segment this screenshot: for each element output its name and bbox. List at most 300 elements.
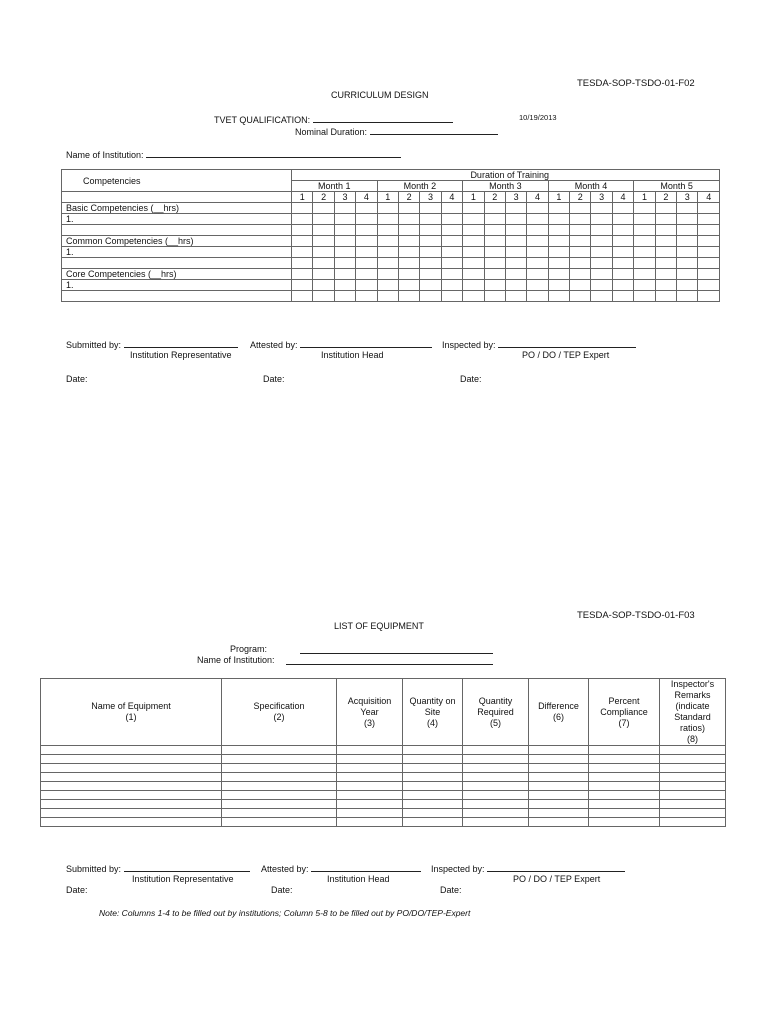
- schedule-cell[interactable]: [548, 247, 569, 258]
- schedule-cell[interactable]: [591, 291, 612, 302]
- schedule-cell[interactable]: [505, 269, 526, 280]
- form-code: TESDA-SOP-TSDO-01-F02: [577, 78, 695, 89]
- schedule-cell[interactable]: [463, 291, 484, 302]
- equipment-cell[interactable]: [337, 809, 403, 818]
- schedule-cell[interactable]: [505, 247, 526, 258]
- schedule-cell[interactable]: [398, 291, 419, 302]
- schedule-cell[interactable]: [398, 247, 419, 258]
- equipment-cell[interactable]: [463, 764, 529, 773]
- schedule-cell[interactable]: [612, 280, 633, 291]
- schedule-cell[interactable]: [398, 225, 419, 236]
- week-header: 1: [548, 192, 569, 203]
- equipment-cell[interactable]: [41, 764, 222, 773]
- schedule-cell[interactable]: [612, 214, 633, 225]
- schedule-cell[interactable]: [698, 225, 720, 236]
- schedule-cell[interactable]: [398, 203, 419, 214]
- schedule-cell[interactable]: [484, 236, 505, 247]
- schedule-cell[interactable]: [655, 214, 676, 225]
- schedule-cell[interactable]: [377, 269, 398, 280]
- schedule-cell[interactable]: [677, 247, 698, 258]
- schedule-cell[interactable]: [420, 247, 441, 258]
- schedule-cell[interactable]: [463, 280, 484, 291]
- schedule-cell[interactable]: [527, 236, 548, 247]
- schedule-cell[interactable]: [570, 291, 591, 302]
- schedule-cell[interactable]: [420, 269, 441, 280]
- equipment-cell[interactable]: [222, 782, 337, 791]
- schedule-cell[interactable]: [677, 214, 698, 225]
- schedule-cell[interactable]: [677, 269, 698, 280]
- schedule-cell[interactable]: [634, 225, 655, 236]
- schedule-cell[interactable]: [548, 214, 569, 225]
- schedule-cell[interactable]: [292, 225, 313, 236]
- blank-row[interactable]: [62, 225, 292, 236]
- schedule-cell[interactable]: [356, 214, 377, 225]
- schedule-cell[interactable]: [463, 258, 484, 269]
- schedule-cell[interactable]: [698, 236, 720, 247]
- schedule-cell[interactable]: [356, 203, 377, 214]
- equipment-cell[interactable]: [41, 809, 222, 818]
- table-row: [41, 764, 726, 773]
- schedule-cell[interactable]: [527, 269, 548, 280]
- duration-header: Duration of Training: [292, 170, 720, 181]
- equipment-cell[interactable]: [463, 782, 529, 791]
- equipment-cell[interactable]: [529, 809, 589, 818]
- schedule-cell[interactable]: [356, 291, 377, 302]
- attested-by-line-2[interactable]: [311, 862, 421, 872]
- equipment-cell[interactable]: [463, 818, 529, 827]
- schedule-cell[interactable]: [612, 291, 633, 302]
- schedule-cell[interactable]: [334, 203, 355, 214]
- equipment-cell[interactable]: [660, 746, 726, 755]
- column-number: (7): [618, 717, 630, 728]
- schedule-cell[interactable]: [570, 225, 591, 236]
- schedule-cell[interactable]: [591, 203, 612, 214]
- equipment-cell[interactable]: [589, 809, 660, 818]
- schedule-cell[interactable]: [292, 291, 313, 302]
- equipment-cell[interactable]: [403, 782, 463, 791]
- schedule-cell[interactable]: [484, 214, 505, 225]
- schedule-cell[interactable]: [356, 280, 377, 291]
- schedule-cell[interactable]: [441, 269, 462, 280]
- attested-by-field-2[interactable]: [261, 862, 421, 874]
- schedule-cell[interactable]: [463, 214, 484, 225]
- schedule-cell[interactable]: [698, 203, 720, 214]
- institution-label-2: Name of Institution:: [197, 655, 275, 665]
- column-number: (3): [364, 717, 375, 728]
- inspected-by-field[interactable]: [442, 338, 636, 350]
- schedule-cell[interactable]: [655, 203, 676, 214]
- equipment-cell[interactable]: [660, 809, 726, 818]
- submitted-by-field[interactable]: [66, 338, 238, 350]
- schedule-cell[interactable]: [698, 247, 720, 258]
- equipment-cell[interactable]: [463, 746, 529, 755]
- schedule-cell[interactable]: [548, 225, 569, 236]
- schedule-cell[interactable]: [377, 280, 398, 291]
- equipment-cell[interactable]: [529, 800, 589, 809]
- schedule-cell[interactable]: [505, 225, 526, 236]
- schedule-cell[interactable]: [292, 236, 313, 247]
- equipment-table: [40, 678, 726, 827]
- schedule-cell[interactable]: [441, 203, 462, 214]
- institution-name-label: Name of Institution:: [66, 150, 144, 160]
- schedule-cell[interactable]: [527, 225, 548, 236]
- schedule-cell[interactable]: [441, 280, 462, 291]
- schedule-cell[interactable]: [313, 203, 334, 214]
- schedule-cell[interactable]: [292, 247, 313, 258]
- date-label-1: Date:: [66, 374, 88, 384]
- equipment-cell[interactable]: [222, 791, 337, 800]
- equipment-cell[interactable]: [337, 818, 403, 827]
- equipment-cell[interactable]: [403, 791, 463, 800]
- equipment-cell[interactable]: [529, 755, 589, 764]
- inspected-by-field-2[interactable]: [431, 862, 625, 874]
- schedule-cell[interactable]: [313, 236, 334, 247]
- schedule-cell[interactable]: [591, 258, 612, 269]
- schedule-cell[interactable]: [420, 258, 441, 269]
- schedule-cell[interactable]: [505, 236, 526, 247]
- schedule-cell[interactable]: [463, 225, 484, 236]
- schedule-cell[interactable]: [420, 291, 441, 302]
- equipment-cell[interactable]: [222, 764, 337, 773]
- schedule-cell[interactable]: [313, 258, 334, 269]
- schedule-cell[interactable]: [334, 291, 355, 302]
- equipment-cell[interactable]: [403, 818, 463, 827]
- schedule-cell[interactable]: [484, 269, 505, 280]
- column-number: (1): [125, 712, 137, 722]
- schedule-cell[interactable]: [612, 203, 633, 214]
- equipment-cell[interactable]: [529, 782, 589, 791]
- attested-by-line[interactable]: [300, 338, 432, 348]
- tvet-qualification-field[interactable]: [214, 113, 453, 125]
- schedule-cell[interactable]: [377, 214, 398, 225]
- schedule-cell[interactable]: [441, 236, 462, 247]
- equipment-cell[interactable]: [589, 746, 660, 755]
- equipment-cell[interactable]: [222, 818, 337, 827]
- equipment-cell[interactable]: [529, 791, 589, 800]
- submitted-by-line-2[interactable]: [124, 862, 250, 872]
- equipment-cell[interactable]: [403, 809, 463, 818]
- schedule-cell[interactable]: [484, 258, 505, 269]
- schedule-cell[interactable]: [484, 203, 505, 214]
- schedule-cell[interactable]: [441, 258, 462, 269]
- schedule-cell[interactable]: [377, 203, 398, 214]
- schedule-cell[interactable]: [334, 214, 355, 225]
- equipment-cell[interactable]: [41, 782, 222, 791]
- schedule-cell[interactable]: [356, 236, 377, 247]
- equipment-cell[interactable]: [403, 755, 463, 764]
- equipment-cell[interactable]: [403, 746, 463, 755]
- table-row: [41, 800, 726, 809]
- submitted-by-line[interactable]: [124, 338, 238, 348]
- schedule-cell[interactable]: [655, 269, 676, 280]
- schedule-cell[interactable]: [463, 269, 484, 280]
- equipment-cell[interactable]: [529, 818, 589, 827]
- schedule-cell[interactable]: [634, 269, 655, 280]
- nominal-duration-field[interactable]: [295, 125, 498, 137]
- equipment-cell[interactable]: [589, 818, 660, 827]
- schedule-cell[interactable]: [634, 280, 655, 291]
- equipment-cell[interactable]: [222, 755, 337, 764]
- schedule-cell[interactable]: [570, 247, 591, 258]
- schedule-cell[interactable]: [677, 236, 698, 247]
- blank-row[interactable]: [62, 291, 292, 302]
- equipment-cell[interactable]: [337, 773, 403, 782]
- equipment-cell[interactable]: [403, 773, 463, 782]
- equipment-cell[interactable]: [41, 791, 222, 800]
- schedule-cell[interactable]: [527, 291, 548, 302]
- schedule-cell[interactable]: [698, 280, 720, 291]
- week-header: 4: [356, 192, 377, 203]
- equipment-cell[interactable]: [222, 809, 337, 818]
- nominal-duration-line[interactable]: [370, 125, 498, 135]
- equipment-cell[interactable]: [337, 755, 403, 764]
- institution-name-field[interactable]: [66, 148, 401, 160]
- schedule-cell[interactable]: [570, 236, 591, 247]
- equipment-cell[interactable]: [463, 773, 529, 782]
- equipment-cell[interactable]: [403, 764, 463, 773]
- equipment-cell[interactable]: [660, 782, 726, 791]
- blank-row[interactable]: [62, 258, 292, 269]
- schedule-cell[interactable]: [398, 214, 419, 225]
- equipment-cell[interactable]: [337, 746, 403, 755]
- schedule-cell[interactable]: [313, 280, 334, 291]
- schedule-cell[interactable]: [334, 280, 355, 291]
- schedule-cell[interactable]: [484, 291, 505, 302]
- schedule-cell[interactable]: [356, 269, 377, 280]
- schedule-cell[interactable]: [292, 280, 313, 291]
- schedule-cell[interactable]: [356, 258, 377, 269]
- schedule-cell[interactable]: [398, 280, 419, 291]
- head-caption-2: Institution Head: [327, 874, 390, 884]
- schedule-cell[interactable]: [505, 258, 526, 269]
- schedule-cell[interactable]: [484, 247, 505, 258]
- equipment-cell[interactable]: [529, 773, 589, 782]
- schedule-cell[interactable]: [398, 236, 419, 247]
- institution-line-2[interactable]: [286, 655, 493, 665]
- attested-by-field[interactable]: [250, 338, 432, 350]
- schedule-cell[interactable]: [484, 225, 505, 236]
- program-line[interactable]: [300, 644, 493, 654]
- schedule-cell[interactable]: [292, 269, 313, 280]
- schedule-cell[interactable]: [634, 258, 655, 269]
- week-row: [62, 192, 720, 203]
- submitted-by-field-2[interactable]: [66, 862, 250, 874]
- equipment-cell[interactable]: [589, 764, 660, 773]
- schedule-cell[interactable]: [527, 280, 548, 291]
- equipment-cell[interactable]: [660, 800, 726, 809]
- schedule-cell[interactable]: [677, 225, 698, 236]
- week-header: 4: [698, 192, 720, 203]
- schedule-cell[interactable]: [698, 214, 720, 225]
- equipment-cell[interactable]: [222, 773, 337, 782]
- schedule-cell[interactable]: [313, 291, 334, 302]
- equipment-cell[interactable]: [660, 773, 726, 782]
- schedule-cell[interactable]: [570, 214, 591, 225]
- schedule-cell[interactable]: [591, 280, 612, 291]
- footnote: Note: Columns 1-4 to be filled out by institutions; Column 5-8 to be filled out by PO/DO/TEP-Expert: [99, 908, 471, 918]
- schedule-cell[interactable]: [548, 258, 569, 269]
- schedule-cell[interactable]: [570, 280, 591, 291]
- schedule-cell[interactable]: [463, 203, 484, 214]
- column-header: [41, 679, 222, 746]
- schedule-cell[interactable]: [698, 291, 720, 302]
- equipment-cell[interactable]: [660, 755, 726, 764]
- schedule-cell[interactable]: [377, 225, 398, 236]
- schedule-cell[interactable]: [356, 225, 377, 236]
- schedule-cell[interactable]: [634, 247, 655, 258]
- schedule-cell[interactable]: [612, 258, 633, 269]
- inspected-by-line-2[interactable]: [487, 862, 625, 872]
- schedule-cell[interactable]: [655, 247, 676, 258]
- schedule-cell[interactable]: [398, 269, 419, 280]
- institution-name-line[interactable]: [146, 148, 401, 158]
- schedule-cell[interactable]: [612, 225, 633, 236]
- equipment-cell[interactable]: [589, 755, 660, 764]
- schedule-cell[interactable]: [377, 236, 398, 247]
- form-title: CURRICULUM DESIGN: [331, 90, 429, 100]
- schedule-cell[interactable]: [527, 203, 548, 214]
- schedule-cell[interactable]: [548, 280, 569, 291]
- schedule-cell[interactable]: [698, 269, 720, 280]
- schedule-cell[interactable]: [313, 247, 334, 258]
- equipment-cell[interactable]: [222, 800, 337, 809]
- schedule-cell[interactable]: [698, 258, 720, 269]
- equipment-cell[interactable]: [41, 818, 222, 827]
- schedule-cell[interactable]: [313, 214, 334, 225]
- schedule-cell[interactable]: [591, 214, 612, 225]
- schedule-cell[interactable]: [570, 203, 591, 214]
- schedule-cell[interactable]: [334, 247, 355, 258]
- schedule-cell[interactable]: [313, 269, 334, 280]
- schedule-cell[interactable]: [591, 247, 612, 258]
- equipment-cell[interactable]: [529, 764, 589, 773]
- schedule-cell[interactable]: [334, 225, 355, 236]
- schedule-cell[interactable]: [505, 214, 526, 225]
- schedule-cell[interactable]: [677, 280, 698, 291]
- schedule-cell[interactable]: [655, 258, 676, 269]
- schedule-cell[interactable]: [505, 203, 526, 214]
- equipment-cell[interactable]: [337, 782, 403, 791]
- schedule-cell[interactable]: [655, 225, 676, 236]
- schedule-cell[interactable]: [634, 291, 655, 302]
- schedule-cell[interactable]: [505, 280, 526, 291]
- equipment-cell[interactable]: [589, 782, 660, 791]
- equipment-cell[interactable]: [41, 755, 222, 764]
- equipment-cell[interactable]: [529, 746, 589, 755]
- schedule-cell[interactable]: [655, 280, 676, 291]
- schedule-cell[interactable]: [677, 258, 698, 269]
- schedule-cell[interactable]: [420, 214, 441, 225]
- schedule-cell[interactable]: [420, 280, 441, 291]
- schedule-cell[interactable]: [655, 236, 676, 247]
- schedule-cell[interactable]: [570, 269, 591, 280]
- schedule-cell[interactable]: [292, 203, 313, 214]
- schedule-cell[interactable]: [334, 236, 355, 247]
- schedule-cell[interactable]: [377, 258, 398, 269]
- equipment-cell[interactable]: [463, 809, 529, 818]
- schedule-cell[interactable]: [612, 269, 633, 280]
- schedule-cell[interactable]: [548, 236, 569, 247]
- week-header: 4: [527, 192, 548, 203]
- schedule-cell[interactable]: [377, 291, 398, 302]
- schedule-cell[interactable]: [527, 258, 548, 269]
- schedule-cell[interactable]: [334, 269, 355, 280]
- column-header: [529, 679, 589, 746]
- week-header: 1: [634, 192, 655, 203]
- schedule-cell[interactable]: [441, 247, 462, 258]
- schedule-cell[interactable]: [313, 225, 334, 236]
- equipment-cell[interactable]: [589, 773, 660, 782]
- schedule-cell[interactable]: [292, 258, 313, 269]
- schedule-cell[interactable]: [527, 214, 548, 225]
- schedule-cell[interactable]: [591, 225, 612, 236]
- equipment-cell[interactable]: [41, 746, 222, 755]
- equipment-cell[interactable]: [337, 791, 403, 800]
- schedule-cell[interactable]: [612, 236, 633, 247]
- equipment-cell[interactable]: [337, 800, 403, 809]
- schedule-cell[interactable]: [634, 214, 655, 225]
- inspected-by-line[interactable]: [498, 338, 636, 348]
- schedule-cell[interactable]: [634, 203, 655, 214]
- schedule-cell[interactable]: [334, 258, 355, 269]
- schedule-cell[interactable]: [463, 247, 484, 258]
- schedule-cell[interactable]: [634, 236, 655, 247]
- equipment-cell[interactable]: [660, 791, 726, 800]
- equipment-cell[interactable]: [660, 818, 726, 827]
- tvet-qualification-line[interactable]: [313, 113, 453, 123]
- schedule-cell[interactable]: [591, 269, 612, 280]
- schedule-cell[interactable]: [420, 225, 441, 236]
- schedule-cell[interactable]: [591, 236, 612, 247]
- schedule-cell[interactable]: [377, 247, 398, 258]
- schedule-cell[interactable]: [398, 258, 419, 269]
- schedule-cell[interactable]: [527, 247, 548, 258]
- equipment-cell[interactable]: [337, 764, 403, 773]
- schedule-cell[interactable]: [441, 225, 462, 236]
- schedule-cell[interactable]: [441, 214, 462, 225]
- table-row: [62, 236, 720, 247]
- schedule-cell[interactable]: [484, 280, 505, 291]
- schedule-cell[interactable]: [292, 214, 313, 225]
- schedule-cell[interactable]: [570, 258, 591, 269]
- schedule-cell[interactable]: [677, 291, 698, 302]
- schedule-cell[interactable]: [677, 203, 698, 214]
- schedule-cell[interactable]: [463, 236, 484, 247]
- equipment-cell[interactable]: [660, 764, 726, 773]
- week-header: 1: [377, 192, 398, 203]
- equipment-cell[interactable]: [41, 773, 222, 782]
- schedule-cell[interactable]: [655, 291, 676, 302]
- schedule-cell[interactable]: [420, 203, 441, 214]
- equipment-cell[interactable]: [222, 746, 337, 755]
- equipment-cell[interactable]: [403, 800, 463, 809]
- schedule-cell[interactable]: [420, 236, 441, 247]
- schedule-cell[interactable]: [356, 247, 377, 258]
- equipment-cell[interactable]: [589, 800, 660, 809]
- schedule-cell[interactable]: [441, 291, 462, 302]
- schedule-cell[interactable]: [612, 247, 633, 258]
- equipment-cell[interactable]: [589, 791, 660, 800]
- equipment-cell[interactable]: [463, 791, 529, 800]
- schedule-cell[interactable]: [548, 269, 569, 280]
- schedule-cell[interactable]: [548, 203, 569, 214]
- equipment-cell[interactable]: [463, 800, 529, 809]
- equipment-cell[interactable]: [463, 755, 529, 764]
- schedule-cell[interactable]: [505, 291, 526, 302]
- equipment-cell[interactable]: [41, 800, 222, 809]
- table-row: [62, 258, 720, 269]
- schedule-cell[interactable]: [548, 291, 569, 302]
